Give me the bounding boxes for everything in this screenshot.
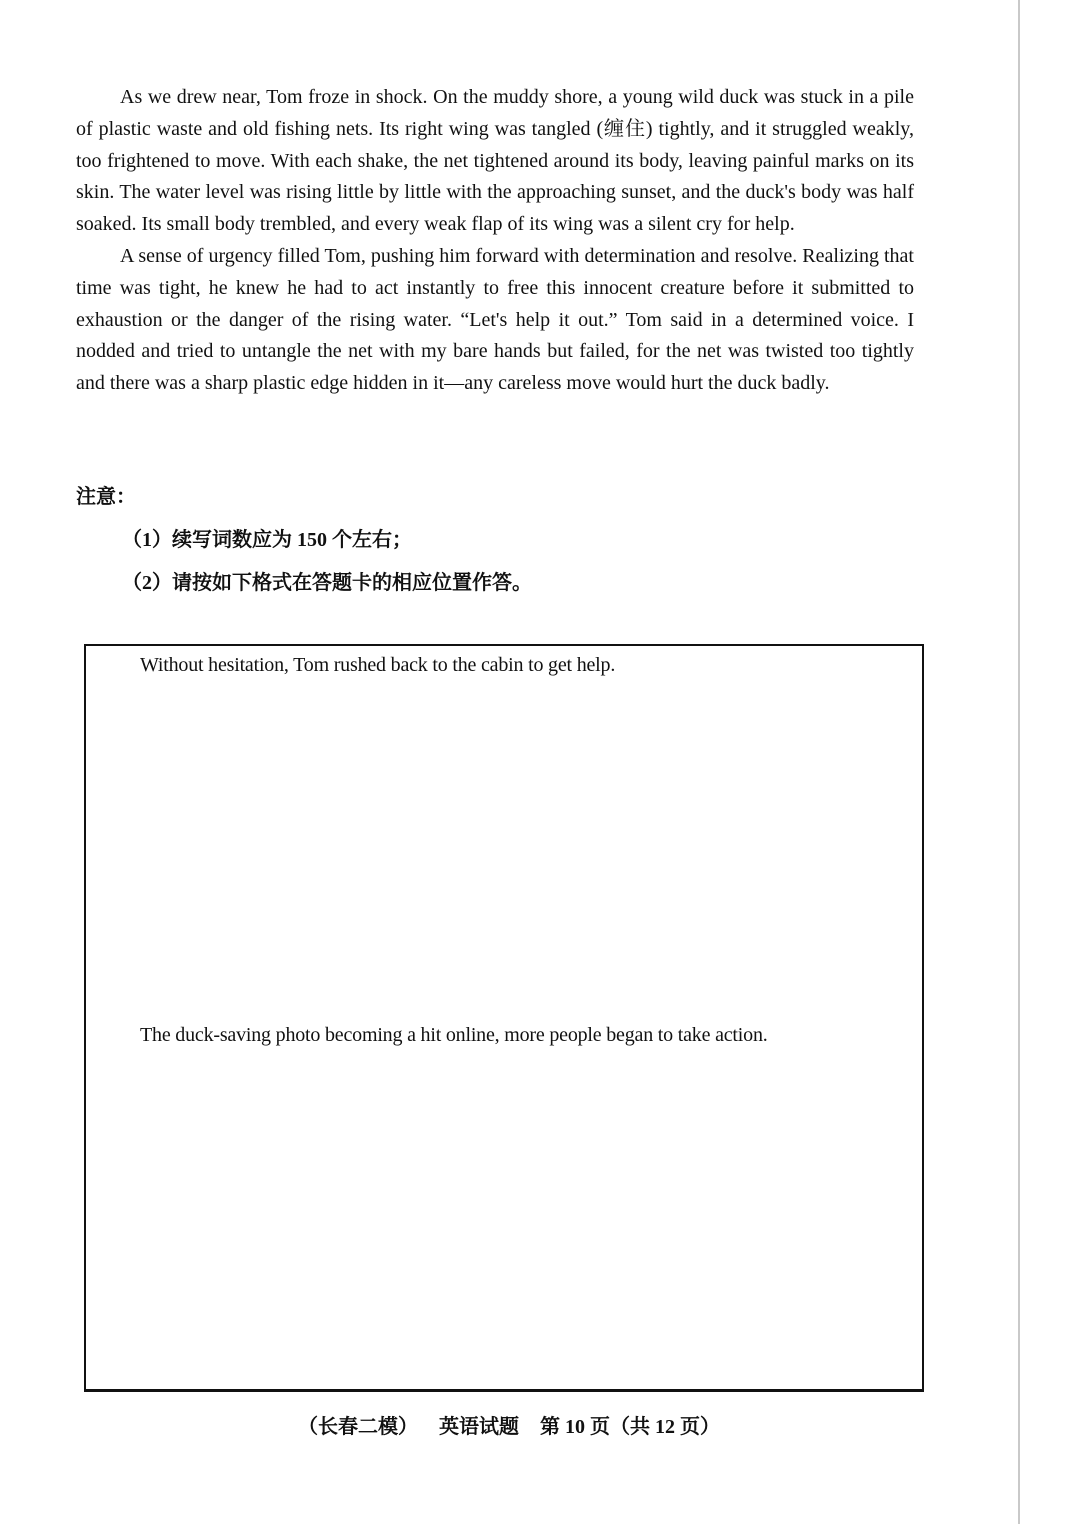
footer-subject: 英语试题 (439, 1416, 519, 1438)
instructions (76, 484, 532, 596)
footer-exam-name: （长春二模） (298, 1416, 418, 1438)
instruction-item-2: （2）请按如下格式在答题卡的相应位置作答。 (122, 572, 532, 594)
second-paragraph-opening: The duck-saving photo becoming a hit online, more people began to take action. (140, 1024, 768, 1046)
footer-page-number: 第 10 页（共 12 页） (540, 1416, 720, 1438)
page-edge-line (1018, 0, 1020, 1524)
instruction-item-1: （1）续写词数应为 150 个左右； (122, 529, 412, 551)
instructions-heading: 注意： (76, 486, 136, 508)
passage-paragraph-2: A sense of urgency filled Tom, pushing him forward with determination and resolve. Realizing that time was tight, he knew he had to act instantly to free this innocent creature before it submitted to exhaustion or the danger of the rising water. “Let's help it out.” Tom said in a determined voice. I nodded and tried to untangle the net with my bare hands but failed, for the net was twisted too tightly and there was a sharp plastic edge hidden in it—any careless move would hurt the duck badly. (76, 244, 914, 395)
passage-paragraph-1: As we drew near, Tom froze in shock. On the muddy shore, a young wild duck was stuck in a pile of plastic waste and old fishing nets. Its right wing was tangled (缠住) tightly, and it struggled weakly, too frightened to move. With each shake, the net tightened around its body, leaving painful marks on its skin. The water level was rising little by little with the approaching sunset, and the duck's body was half soaked. Its small body trembled, and every weak flap of its wing was a silent cry for help. (76, 86, 914, 236)
answer-box[interactable] (84, 644, 924, 1392)
story-passage (76, 82, 914, 400)
page-footer (0, 1410, 1018, 1439)
first-paragraph-opening: Without hesitation, Tom rushed back to the cabin to get help. (140, 654, 616, 676)
